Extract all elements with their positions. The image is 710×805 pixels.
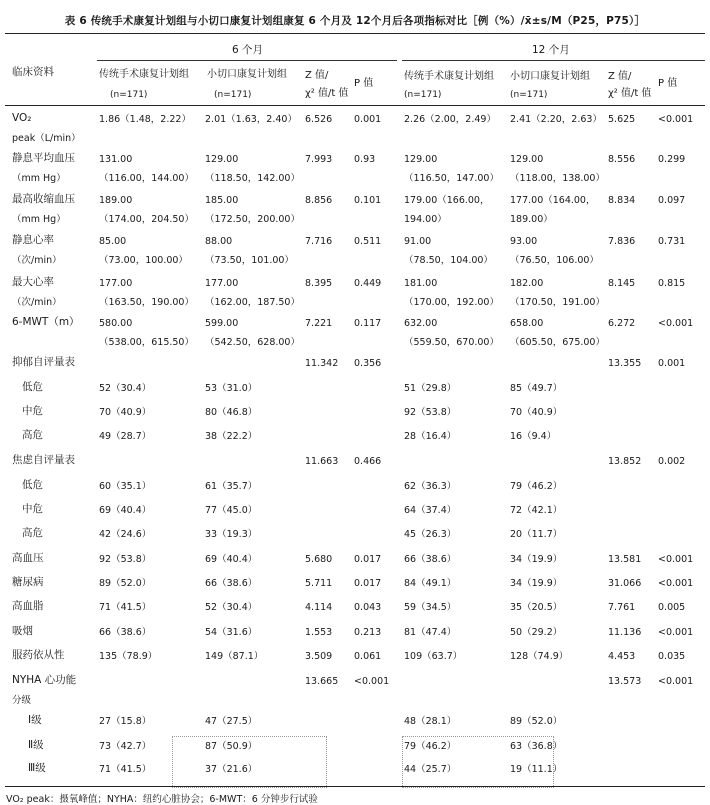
table-cell: 16（9.4） xyxy=(510,431,557,442)
column-header-p-6m: P 值 xyxy=(354,78,374,89)
table-cell: 8.556 xyxy=(608,154,636,165)
row-label: 高血压 xyxy=(12,552,44,564)
table-cell: 48（28.1） xyxy=(404,716,457,727)
table-cell: 72（42.1） xyxy=(510,505,563,516)
table-cell: （163.50，190.00） xyxy=(99,297,194,308)
table-cell: 0.117 xyxy=(354,318,382,329)
row-label: VO₂ xyxy=(12,112,32,124)
top-rule xyxy=(5,33,705,34)
table-cell: 52（30.4） xyxy=(99,383,152,394)
table-cell: （116.50，147.00） xyxy=(404,173,499,184)
table-cell: （172.50，200.00） xyxy=(205,214,300,225)
table-cell: 13.665 xyxy=(305,676,339,687)
table-cell: 13.852 xyxy=(608,456,642,467)
table-cell: <0.001 xyxy=(658,318,694,329)
table-cell: 1.86（1.48，2.22） xyxy=(99,114,191,125)
table-cell: 93.00 xyxy=(510,236,538,247)
table-cell: 51（29.8） xyxy=(404,383,457,394)
row-label: 6-MWT（m） xyxy=(12,316,80,328)
column-header-trad-6m: 传统手术康复计划组 xyxy=(99,69,189,80)
table-cell: 0.815 xyxy=(658,278,686,289)
table-cell: 11.136 xyxy=(608,627,642,638)
table-cell: 37（21.6） xyxy=(205,764,258,775)
table-cell: （76.50，106.00） xyxy=(510,255,599,266)
column-header-stat-12m-l2: χ² 值/t 值 xyxy=(608,88,652,99)
row-label: 焦虑自评量表 xyxy=(12,454,75,466)
table-cell: （118.00，138.00） xyxy=(510,173,605,184)
column-header-trad-12m: 传统手术康复计划组 xyxy=(404,71,494,82)
table-cell: 599.00 xyxy=(205,318,239,329)
group-label-12m: 12 个月 xyxy=(532,44,570,56)
table-cell: 27（15.8） xyxy=(99,716,152,727)
column-header-small-6m: 小切口康复计划组 xyxy=(207,69,287,80)
table-cell: 2.01（1.63，2.40） xyxy=(205,114,297,125)
table-cell: 149（87.1） xyxy=(205,651,264,662)
table-cell: （116.00，144.00） xyxy=(99,173,194,184)
table-cell: 31.066 xyxy=(608,578,642,589)
table-cell: 2.41（2.20，2.63） xyxy=(510,114,602,125)
table-cell: 129.00 xyxy=(510,154,544,165)
row-label: 吸烟 xyxy=(12,625,33,637)
table-cell: （78.50，104.00） xyxy=(404,255,493,266)
table-cell: 19（11.1） xyxy=(510,764,563,775)
table-cell: 54（31.6） xyxy=(205,627,258,638)
table-cell: 0.93 xyxy=(354,154,376,165)
column-header-stat-6m-l1: Z 值/ xyxy=(305,70,329,81)
table-cell: 658.00 xyxy=(510,318,544,329)
table-cell: 11.342 xyxy=(305,358,339,369)
table-cell: 189.00） xyxy=(510,214,553,225)
table-cell: 7.836 xyxy=(608,236,636,247)
table-cell: 131.00 xyxy=(99,154,133,165)
table-cell: 135（78.9） xyxy=(99,651,158,662)
header-rule xyxy=(5,105,705,106)
table-cell: 580.00 xyxy=(99,318,133,329)
row-label: 高血脂 xyxy=(12,600,44,612)
table-cell: 47（27.5） xyxy=(205,716,258,727)
table-cell: 0.213 xyxy=(354,627,382,638)
table-cell: （605.50，675.00） xyxy=(510,337,605,348)
table-cell: 7.716 xyxy=(305,236,333,247)
row-label: 高危 xyxy=(22,527,43,539)
table-cell: 0.097 xyxy=(658,195,686,206)
table-cell: 60（35.1） xyxy=(99,481,152,492)
table-cell: 52（30.4） xyxy=(205,602,258,613)
row-label-unit: （次/min） xyxy=(12,255,62,266)
table-cell: <0.001 xyxy=(658,627,694,638)
row-label: Ⅲ级 xyxy=(28,762,46,774)
table-cell: 34（19.9） xyxy=(510,578,563,589)
table-cell: <0.001 xyxy=(658,114,694,125)
table-cell: 185.00 xyxy=(205,195,239,206)
table-cell: 62（36.3） xyxy=(404,481,457,492)
table-cell: 0.035 xyxy=(658,651,686,662)
table-cell: 0.017 xyxy=(354,578,382,589)
table-cell: 63（36.8） xyxy=(510,741,563,752)
row-label-unit: （mm Hg） xyxy=(12,173,66,184)
row-label: Ⅰ级 xyxy=(28,714,42,726)
column-header-small-12m: 小切口康复计划组 xyxy=(510,71,590,82)
table-cell: 6.526 xyxy=(305,114,333,125)
table-cell: 7.761 xyxy=(608,602,636,613)
table-cell: 8.834 xyxy=(608,195,636,206)
table-cell: 4.453 xyxy=(608,651,636,662)
table-cell: 33（19.3） xyxy=(205,529,258,540)
table-cell: 71（41.5） xyxy=(99,764,152,775)
table-cell: 79（46.2） xyxy=(404,741,457,752)
table-cell: 66（38.6） xyxy=(404,554,457,565)
table-cell: 177.00（164.00， xyxy=(510,195,596,206)
table-cell: 20（11.7） xyxy=(510,529,563,540)
table-cell: 0.299 xyxy=(658,154,686,165)
table-cell: 129.00 xyxy=(205,154,239,165)
table-cell: 0.101 xyxy=(354,195,382,206)
row-label: 低危 xyxy=(22,381,43,393)
table-cell: 0.449 xyxy=(354,278,382,289)
table-cell: 64（37.4） xyxy=(404,505,457,516)
row-label: 中危 xyxy=(22,503,43,515)
table-cell: 88.00 xyxy=(205,236,233,247)
column-n-trad-12m: (n=171) xyxy=(404,90,442,100)
table-cell: 79（46.2） xyxy=(510,481,563,492)
table-cell: 8.395 xyxy=(305,278,333,289)
table-cell: （73.50，101.00） xyxy=(205,255,294,266)
table-cell: 69（40.4） xyxy=(205,554,258,565)
row-label: NYHA 心功能 xyxy=(12,674,77,686)
table-cell: （170.00，192.00） xyxy=(404,297,499,308)
column-header-item: 临床资料 xyxy=(12,66,54,78)
table-cell: 194.00） xyxy=(404,214,447,225)
table-cell: 28（16.4） xyxy=(404,431,457,442)
table-cell: 69（40.4） xyxy=(99,505,152,516)
table-cell: 0.731 xyxy=(658,236,686,247)
table-cell: 129.00 xyxy=(404,154,438,165)
table-cell: 13.355 xyxy=(608,358,642,369)
row-label: 糖尿病 xyxy=(12,576,44,588)
table-cell: 0.001 xyxy=(658,358,686,369)
row-label-unit: peak（L/min） xyxy=(12,133,81,144)
table-cell: 85（49.7） xyxy=(510,383,563,394)
table-cell: 50（29.2） xyxy=(510,627,563,638)
row-label: Ⅱ级 xyxy=(28,739,44,751)
table-cell: 0.061 xyxy=(354,651,382,662)
row-label: 中危 xyxy=(22,405,43,417)
table-cell: 71（41.5） xyxy=(99,602,152,613)
column-header-stat-6m-l2: χ² 值/t 值 xyxy=(305,88,349,99)
table-cell: （538.00，615.50） xyxy=(99,337,194,348)
table-cell: 5.711 xyxy=(305,578,333,589)
table-cell: 7.221 xyxy=(305,318,333,329)
column-n-trad-6m: (n=171) xyxy=(110,90,148,100)
table-cell: 70（40.9） xyxy=(510,407,563,418)
table-cell: 3.509 xyxy=(305,651,333,662)
bottom-rule xyxy=(5,786,705,787)
table-cell: 81（47.4） xyxy=(404,627,457,638)
table-cell: 182.00 xyxy=(510,278,544,289)
table-cell: 80（46.8） xyxy=(205,407,258,418)
group-rule-6m xyxy=(97,60,397,61)
row-label: 高危 xyxy=(22,429,43,441)
table-cell: 6.272 xyxy=(608,318,636,329)
row-label-unit: 分级 xyxy=(12,695,32,706)
group-label-6m: 6 个月 xyxy=(232,44,264,56)
row-label: 低危 xyxy=(22,479,43,491)
table-cell: 53（31.0） xyxy=(205,383,258,394)
table-cell: 5.625 xyxy=(608,114,636,125)
table-cell: 2.26（2.00，2.49） xyxy=(404,114,496,125)
table-cell: 92（53.8） xyxy=(404,407,457,418)
table-cell: 0.043 xyxy=(354,602,382,613)
row-label: 静息心率 xyxy=(12,234,54,246)
table-cell: 177.00 xyxy=(99,278,133,289)
table-cell: 13.581 xyxy=(608,554,642,565)
table-cell: 7.993 xyxy=(305,154,333,165)
table-cell: （118.50，142.00） xyxy=(205,173,300,184)
table-cell: 13.573 xyxy=(608,676,642,687)
table-cell: 11.663 xyxy=(305,456,339,467)
table-cell: 0.001 xyxy=(354,114,382,125)
table-cell: 85.00 xyxy=(99,236,127,247)
table-cell: 34（19.9） xyxy=(510,554,563,565)
table-cell: 92（53.8） xyxy=(99,554,152,565)
table-cell: <0.001 xyxy=(354,676,390,687)
column-n-small-6m: (n=171) xyxy=(214,90,252,100)
table-cell: 0.356 xyxy=(354,358,382,369)
table-cell: 84（49.1） xyxy=(404,578,457,589)
row-label: 抑郁自评量表 xyxy=(12,356,75,368)
table-cell: 0.002 xyxy=(658,456,686,467)
table-cell: 0.005 xyxy=(658,602,686,613)
table-cell: 49（28.7） xyxy=(99,431,152,442)
table-cell: 181.00 xyxy=(404,278,438,289)
row-label: 服药依从性 xyxy=(12,649,65,661)
table-cell: 89（52.0） xyxy=(99,578,152,589)
table-cell: 5.680 xyxy=(305,554,333,565)
table-cell: 177.00 xyxy=(205,278,239,289)
table-cell: 632.00 xyxy=(404,318,438,329)
row-label-unit: （次/min） xyxy=(12,297,62,308)
table-cell: （174.00，204.50） xyxy=(99,214,194,225)
table-cell: 8.145 xyxy=(608,278,636,289)
table-caption: 表 6 传统手术康复计划组与小切口康复计划组康复 6 个月及 12个月后各项指标对比［例（%）/x̄±s/M（P25，P75）］ xyxy=(64,15,646,27)
row-label-unit: （mm Hg） xyxy=(12,214,66,225)
table-cell: （559.50，670.00） xyxy=(404,337,499,348)
table-cell: 61（35.7） xyxy=(205,481,258,492)
table-cell: <0.001 xyxy=(658,554,694,565)
table-cell: <0.001 xyxy=(658,578,694,589)
table-cell: 0.466 xyxy=(354,456,382,467)
table-cell: 0.511 xyxy=(354,236,382,247)
table-cell: （170.50，191.00） xyxy=(510,297,605,308)
table-cell: 70（40.9） xyxy=(99,407,152,418)
table-cell: 59（34.5） xyxy=(404,602,457,613)
table-cell: （542.50，628.00） xyxy=(205,337,300,348)
table-cell: <0.001 xyxy=(658,676,694,687)
column-n-small-12m: (n=171) xyxy=(510,90,548,100)
row-label: 静息平均血压 xyxy=(12,152,75,164)
column-header-stat-12m-l1: Z 值/ xyxy=(608,71,632,82)
table-cell: 4.114 xyxy=(305,602,333,613)
table-cell: 73（42.7） xyxy=(99,741,152,752)
table-cell: 66（38.6） xyxy=(99,627,152,638)
row-label: 最高收缩血压 xyxy=(12,193,75,205)
column-header-p-12m: P 值 xyxy=(658,78,678,89)
table-cell: 89（52.0） xyxy=(510,716,563,727)
table-cell: 42（24.6） xyxy=(99,529,152,540)
group-rule-12m xyxy=(402,60,705,61)
table-cell: （162.00，187.50） xyxy=(205,297,300,308)
row-label: 最大心率 xyxy=(12,276,54,288)
table-cell: 0.017 xyxy=(354,554,382,565)
table-cell: 66（38.6） xyxy=(205,578,258,589)
table-cell: 38（22.2） xyxy=(205,431,258,442)
table-cell: 44（25.7） xyxy=(404,764,457,775)
table-cell: 109（63.7） xyxy=(404,651,463,662)
table-cell: 179.00（166.00， xyxy=(404,195,490,206)
table-footnote: VO₂ peak：摄氧峰值；NYHA：纽约心脏协会；6-MWT：6 分钟步行试验 xyxy=(6,794,318,805)
table-cell: 189.00 xyxy=(99,195,133,206)
table-cell: 45（26.3） xyxy=(404,529,457,540)
table-cell: 35（20.5） xyxy=(510,602,563,613)
table-cell: 8.856 xyxy=(305,195,333,206)
table-cell: 1.553 xyxy=(305,627,333,638)
table-cell: 87（50.9） xyxy=(205,741,258,752)
table-cell: 128（74.9） xyxy=(510,651,569,662)
table-cell: （73.00，100.00） xyxy=(99,255,188,266)
table-cell: 77（45.0） xyxy=(205,505,258,516)
table-cell: 91.00 xyxy=(404,236,432,247)
